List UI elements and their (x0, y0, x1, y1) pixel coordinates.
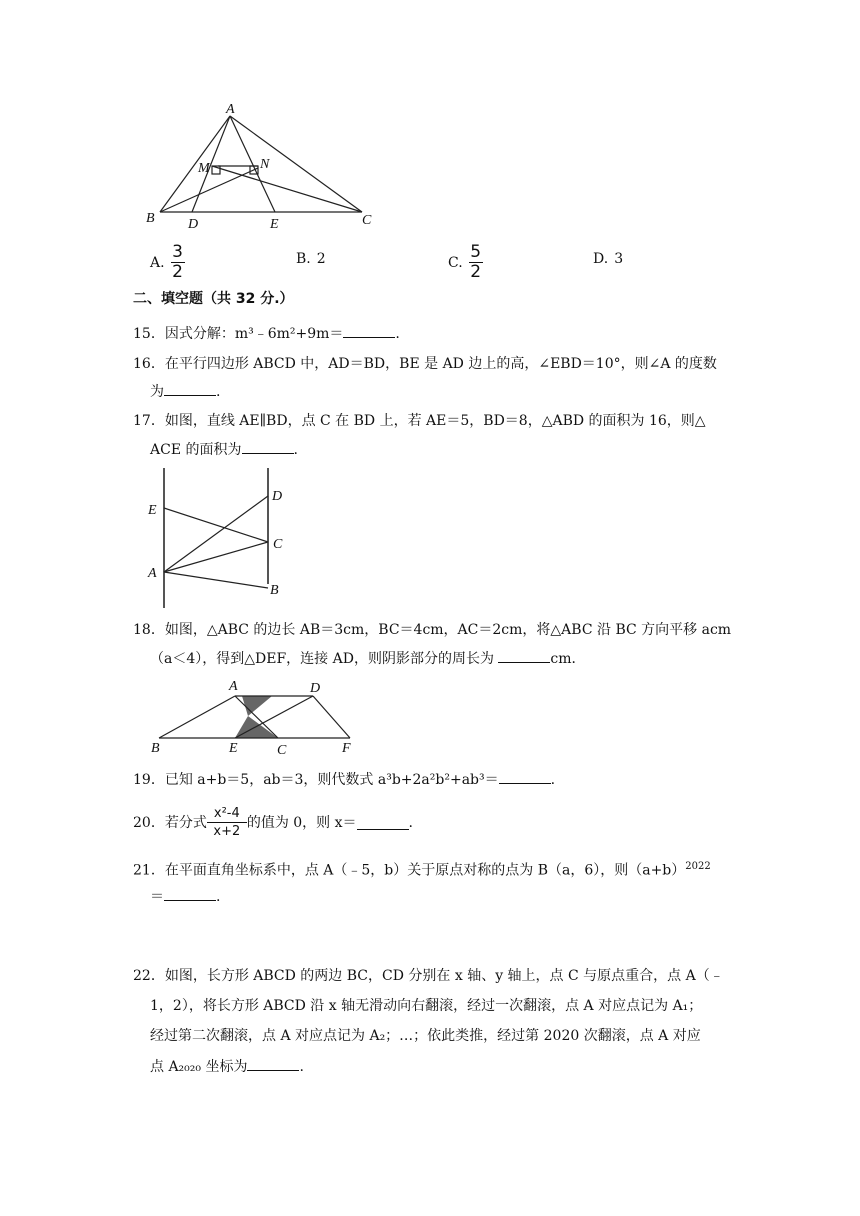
label-b-18: B (151, 741, 160, 756)
choice-c: C. $\frac{5}{2}$ (448, 242, 482, 282)
label-c-17: C (273, 537, 283, 552)
question-15: 15．因式分解：m³﹣6m²+9m＝ . (133, 323, 400, 344)
label-f-18: F (342, 741, 351, 756)
question-18-line2: （a＜4），得到△DEF，连接 AD，则阴影部分的周长为 cm． (150, 648, 586, 669)
question-18-line1: 18．如图，△ABC 的边长 AB＝3cm，BC＝4cm，AC＝2cm，将△ABC 沿 BC 方向平移 acm (133, 622, 732, 638)
segment-ad (164, 496, 268, 572)
side-ab (160, 116, 230, 212)
label-c-18: C (277, 743, 287, 758)
label-e: E (270, 217, 279, 230)
fraction-q20: $\frac{\text{x²-4}}{x+2}$ (207, 806, 247, 839)
label-d: D (188, 217, 199, 230)
label-a: A (226, 102, 235, 117)
label-b: B (146, 211, 155, 226)
side-ac (230, 116, 362, 212)
segment-ac (164, 542, 268, 572)
label-n: N (260, 157, 270, 172)
answer-blank-16 (164, 381, 216, 396)
choice-a: A. $\frac{3}{2}$ (150, 242, 183, 282)
question-22-line2: 1，2），将长方形 ABCD 沿 x 轴无滑动向右翻滚，经过一次翻滚，点 A 对应点记为 A₁； (150, 998, 703, 1014)
triangle-figure (140, 100, 380, 230)
answer-blank-19 (499, 769, 551, 784)
label-a-18: A (229, 679, 238, 694)
label-c: C (362, 213, 372, 228)
translation-figure (145, 676, 365, 758)
answer-blank-18 (498, 648, 550, 663)
question-16-line2: 为 . (150, 381, 220, 402)
answer-blank-21 (164, 886, 216, 901)
question-17-line2: ACE 的面积为 . (150, 439, 298, 460)
answer-blank-22 (247, 1056, 299, 1071)
question-22-line1: 22．如图，长方形 ABCD 的两边 BC，CD 分别在 x 轴、y 轴上，点 C 与原点重合，点 A（﹣ (133, 968, 724, 984)
label-m: M (198, 161, 210, 176)
question-22-line3: 经过第二次翻滚，点 A 对应点记为 A₂；…；依此类推，经过第 2020 次翻滚，点 A 对应 (150, 1028, 701, 1044)
choice-d: D. 3 (593, 251, 624, 267)
fraction-a: $\frac{3}{2}$ (172, 242, 183, 282)
parallel-lines-figure (140, 466, 300, 611)
question-16-line1: 16．在平行四边形 ABCD 中，AD＝BD，BE 是 AD 边上的高，∠EBD＝10°，则∠A 的度数 (133, 356, 717, 372)
label-e-17: E (148, 503, 157, 518)
question-20: 20．若分式 $\frac{\text{x²-4}}{x+2}$ 的值为 0，则 x＝ . (133, 806, 413, 839)
question-21-line2: ＝ . (150, 886, 220, 907)
answer-blank-15 (343, 323, 395, 338)
label-d-18: D (310, 681, 321, 696)
answer-blank-20 (357, 815, 409, 830)
question-19: 19．已知 a+b＝5，ab＝3，则代数式 a³b+2a²b²+ab³＝ . (133, 769, 555, 790)
answer-blank-17 (242, 439, 294, 454)
section-heading: 二、填空题（共 32 分.） (133, 291, 294, 307)
segment-ec (164, 508, 268, 542)
question-22-line4: 点 A₂₀₂₀ 坐标为 . (150, 1056, 304, 1077)
line-df (313, 696, 350, 738)
label-b-17: B (270, 583, 279, 598)
line-ba (159, 696, 235, 738)
segment-ab (164, 572, 268, 588)
label-a-17: A (148, 566, 157, 581)
line-cm (212, 166, 362, 212)
fraction-c: $\frac{5}{2}$ (470, 242, 482, 282)
choice-b: B. 2 (296, 251, 326, 267)
question-21-line1: 21．在平面直角坐标系中，点 A（﹣5，b）关于原点对称的点为 B（a，6），则$(a+b)^{2022}$ (133, 861, 711, 879)
label-d-17: D (272, 489, 283, 504)
shaded-region-upper (242, 696, 272, 716)
label-e-18: E (229, 741, 238, 756)
question-17-line1: 17．如图，直线 AE∥BD，点 C 在 BD 上，若 AE＝5，BD＝8，△ABD 的面积为 16，则△ (133, 413, 706, 429)
